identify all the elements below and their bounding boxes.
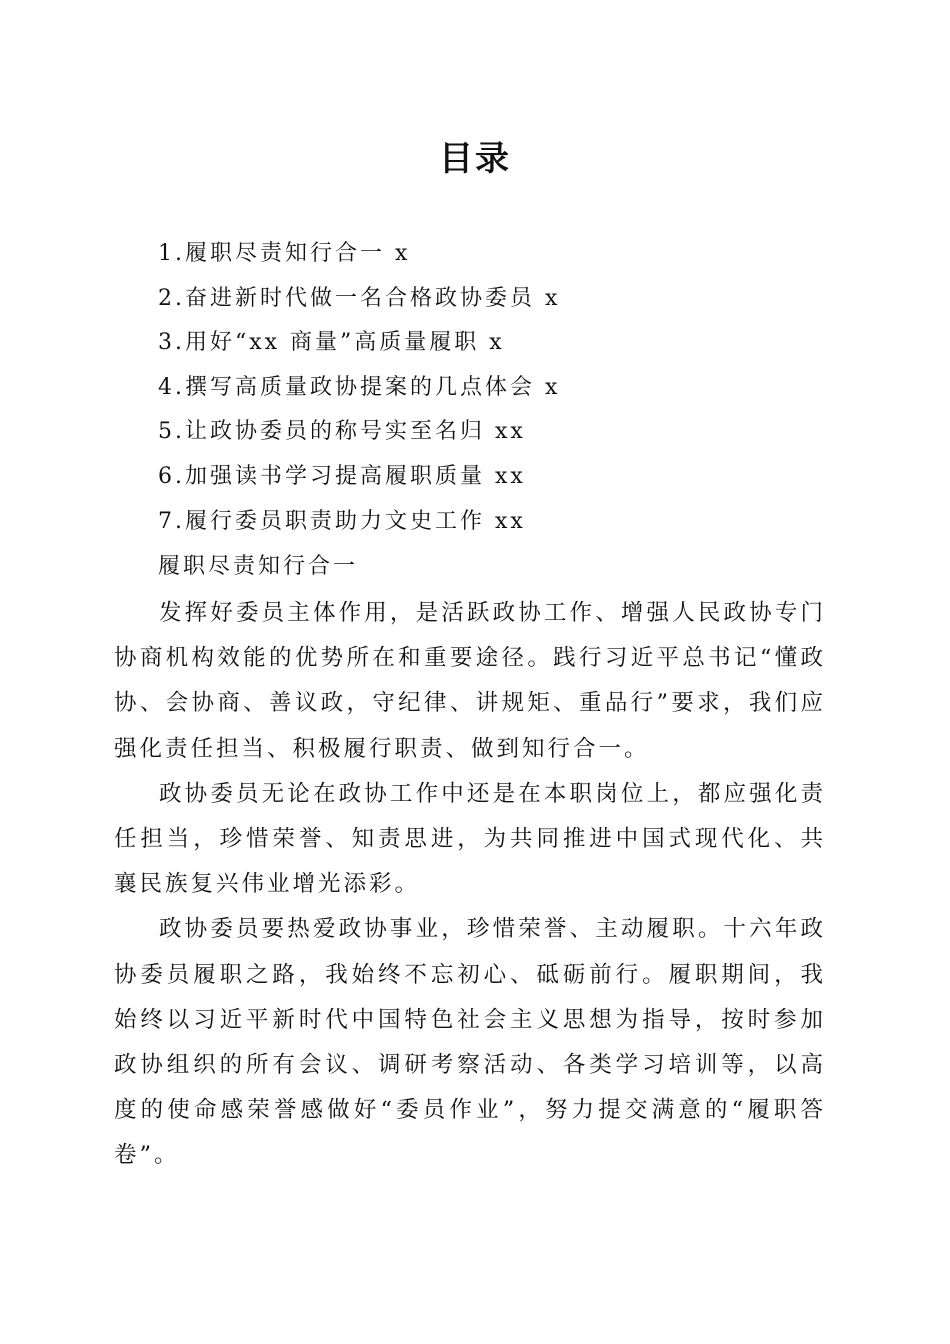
paragraph-2: 政协委员无论在政协工作中还是在本职岗位上，都应强化责任担当，珍惜荣誉、知责思进，为共同推进中国式现代化、共襄民族复兴伟业增光添彩。 — [114, 780, 826, 898]
toc-item-7: 7.履行委员职责助力文史工作 xx — [158, 508, 526, 534]
paragraph-3: 政协委员要热爱政协事业，珍惜荣誉、主动履职。十六年政协委员履职之路，我始终不忘初心、砥砺前行。履职期间，我始终以习近平新时代中国特色社会主义思想为指导，按时参加政协组织的所有会议、调研考察活动、各类学习培训等，以高度的使命感荣誉感做好“委员作业”，努力提交满意的“履职答卷”。 — [114, 916, 826, 1169]
section-heading: 履职尽责知行合一 — [158, 554, 359, 579]
toc-item-5: 5.让政协委员的称号实至名归 xx — [158, 419, 526, 445]
toc-item-3: 3.用好“xx 商量”高质量履职 x — [158, 330, 505, 356]
toc-item-6: 6.加强读书学习提高履职质量 xx — [158, 463, 526, 489]
table-of-contents — [158, 232, 838, 544]
body-text — [114, 591, 826, 1179]
paragraph-1: 发挥好委员主体作用，是活跃政协工作、增强人民政协专门协商机构效能的优势所在和重要途径。践行习近平总书记“懂政协、会协商、善议政，守纪律、讲规矩、重品行”要求，我们应强化责任担当、积极履行职责、做到知行合一。 — [114, 600, 826, 762]
toc-item-2: 2.奋进新时代做一名合格政协委员 x — [158, 285, 561, 311]
toc-item-4: 4.撰写高质量政协提案的几点体会 x — [158, 374, 561, 400]
toc-item-1: 1.履职尽责知行合一 x — [158, 241, 411, 266]
page-title: 目录 — [439, 139, 511, 179]
